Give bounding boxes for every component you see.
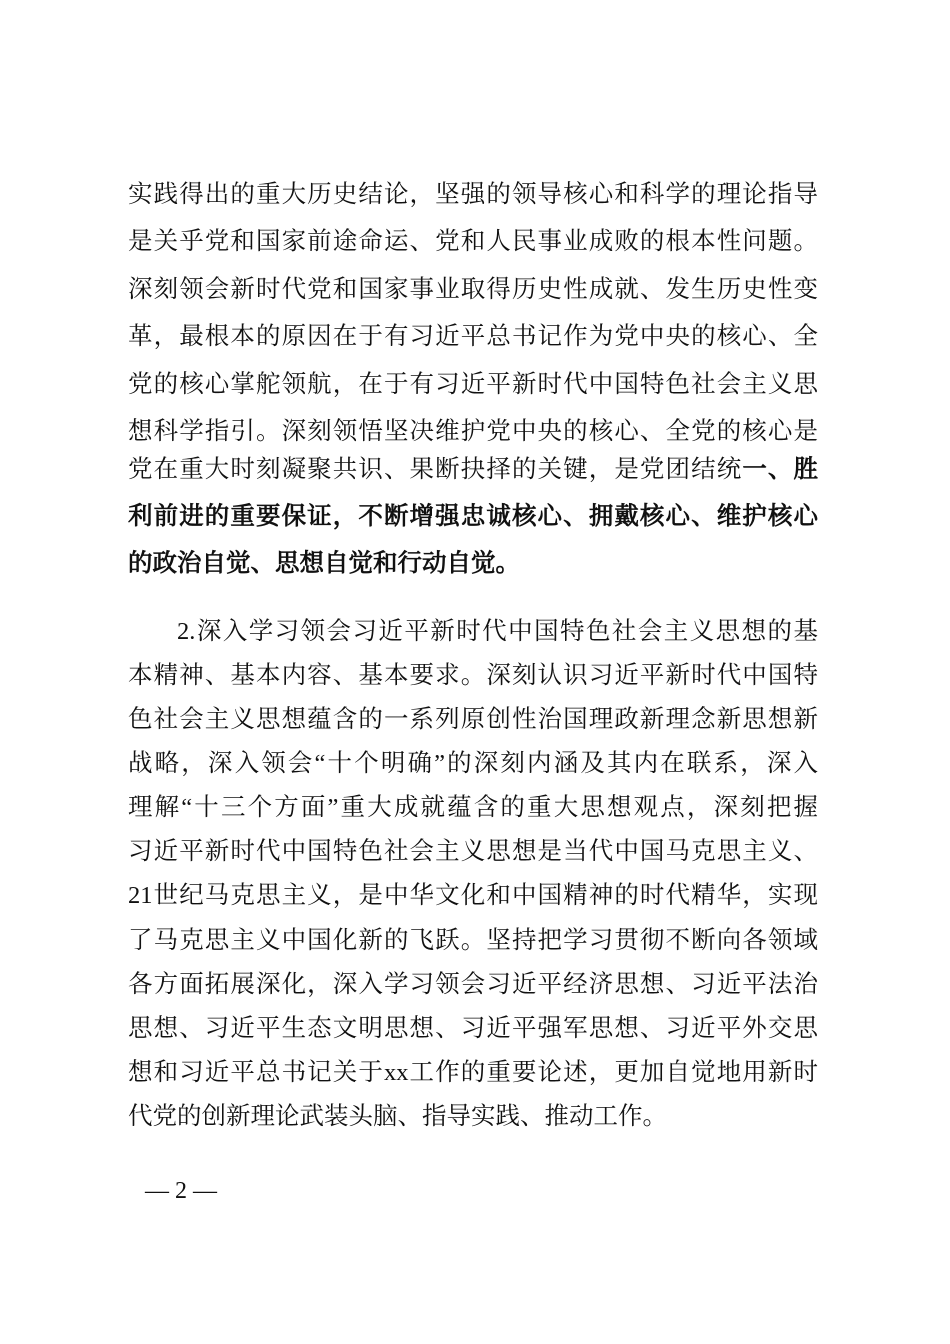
text-line: 深刻领会新时代党和国家事业取得历史性成就、发生历史性变 <box>128 276 818 303</box>
text-line: 思想、习近平生态文明思想、习近平强军思想、习近平外交思 <box>128 1015 818 1042</box>
text-line: 本精神、基本内容、基本要求。深刻认识习近平新时代中国特 <box>128 662 818 689</box>
text-line: 2.深入学习领会习近平新时代中国特色社会主义思想的基 <box>177 618 818 645</box>
text-line-bold: 利前进的重要保证，不断增强忠诚核心、拥戴核心、维护核心 <box>128 503 818 530</box>
text-line: 21世纪马克思主义，是中华文化和中国精神的时代精华，实现 <box>128 882 818 909</box>
text-line-bold: 的政治自觉、思想自觉和行动自觉。 <box>128 550 520 577</box>
text-line: 战略，深入领会“十个明确”的深刻内涵及其内在联系，深入 <box>128 750 818 777</box>
text-line: 实践得出的重大历史结论，坚强的领导核心和科学的理论指导 <box>128 181 818 208</box>
text-line <box>128 455 818 485</box>
text-line: 习近平新时代中国特色社会主义思想是当代中国马克思主义、 <box>128 838 818 865</box>
text-line: 是关乎党和国家前途命运、党和人民事业成败的根本性问题。 <box>128 228 818 255</box>
text-line: 革，最根本的原因在于有习近平总书记作为党中央的核心、全 <box>128 323 818 350</box>
text-line: 代党的创新理论武装头脑、指导实践、推动工作。 <box>128 1103 667 1130</box>
text-line: 色社会主义思想蕴含的一系列原创性治国理政新理念新思想新 <box>128 706 818 733</box>
text-bold: 一、胜 <box>742 456 819 483</box>
text-line: 了马克思主义中国化新的飞跃。坚持把学习贯彻不断向各领域 <box>128 927 818 954</box>
text-line: 想和习近平总书记关于xx工作的重要论述，更加自觉地用新时 <box>128 1059 818 1086</box>
text-line: 理解“十三个方面”重大成就蕴含的重大思想观点，深刻把握 <box>128 794 818 821</box>
text-normal: 党在重大时刻凝聚共识、果断抉择的关键，是党团结统 <box>128 456 743 483</box>
text-line: 想科学指引。深刻领悟坚决维护党中央的核心、全党的核心是 <box>128 418 818 445</box>
text-line: 各方面拓展深化，深入学习领会习近平经济思想、习近平法治 <box>128 971 818 998</box>
text-line: 党的核心掌舵领航，在于有习近平新时代中国特色社会主义思 <box>128 371 818 398</box>
page-number: — 2 — <box>145 1178 217 1204</box>
